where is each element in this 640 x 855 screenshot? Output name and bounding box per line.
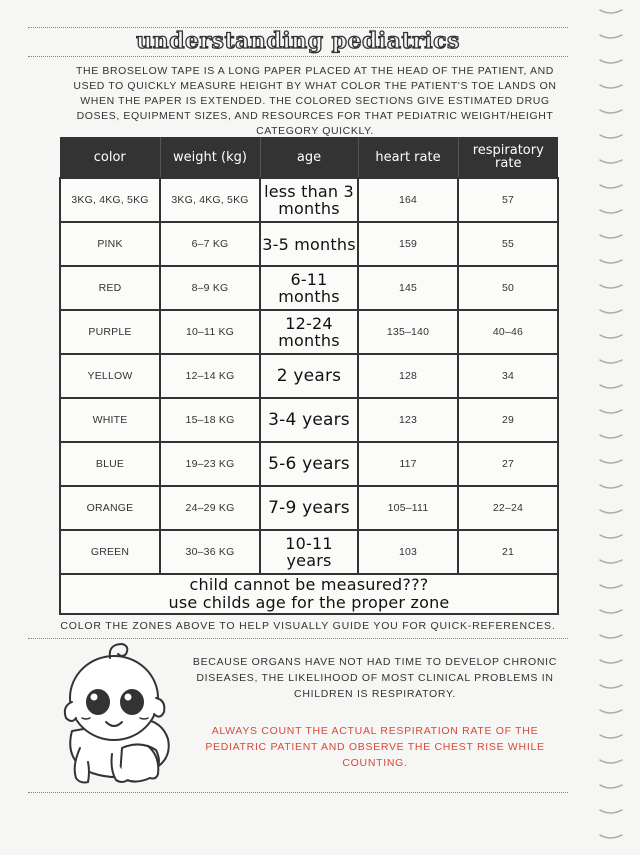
cell-respiratory-rate: 21	[458, 530, 558, 574]
table-row	[60, 354, 558, 398]
color-zones-note: COLOR THE ZONES ABOVE TO HELP VISUALLY GUIDE YOU FOR QUICK-REFERENCES.	[60, 620, 556, 632]
cell-heart-rate: 145	[358, 266, 458, 310]
cell-weight: 30–36 KG	[160, 530, 260, 574]
cell-age: 6-11 months	[260, 266, 358, 310]
cell-age: 2 years	[260, 354, 358, 398]
spiral-binding-icon	[580, 0, 640, 855]
header-age: age	[260, 137, 358, 178]
cell-color: 3KG, 4KG, 5KG	[60, 178, 160, 222]
cell-color: PURPLE	[60, 310, 160, 354]
table-footer-row	[60, 574, 558, 614]
cell-heart-rate: 123	[358, 398, 458, 442]
cell-age: 3-5 months	[260, 222, 358, 266]
cell-weight: 8–9 KG	[160, 266, 260, 310]
cell-age: 10-11 years	[260, 530, 358, 574]
cell-heart-rate: 105–111	[358, 486, 458, 530]
cell-weight: 10–11 KG	[160, 310, 260, 354]
cell-age: 3-4 years	[260, 398, 358, 442]
cell-respiratory-rate: 29	[458, 398, 558, 442]
cell-respiratory-rate: 50	[458, 266, 558, 310]
cell-age: 5-6 years	[260, 442, 358, 486]
title-dotted-divider	[28, 56, 568, 57]
footer-line-1: child cannot be measured???	[189, 575, 429, 594]
table-row	[60, 178, 558, 222]
cell-weight: 12–14 KG	[160, 354, 260, 398]
page-title-text: understanding pediatrics	[136, 28, 460, 54]
cell-heart-rate: 103	[358, 530, 458, 574]
cell-color: WHITE	[60, 398, 160, 442]
cell-color: PINK	[60, 222, 160, 266]
cell-weight: 6–7 KG	[160, 222, 260, 266]
footer-cell	[60, 574, 558, 614]
cell-color: BLUE	[60, 442, 160, 486]
cell-heart-rate: 117	[358, 442, 458, 486]
header-color: color	[60, 137, 160, 178]
cell-respiratory-rate: 40–46	[458, 310, 558, 354]
cell-heart-rate: 159	[358, 222, 458, 266]
cell-color: GREEN	[60, 530, 160, 574]
cell-heart-rate: 128	[358, 354, 458, 398]
cell-age: 7-9 years	[260, 486, 358, 530]
organs-note: BECAUSE ORGANS HAVE NOT HAD TIME TO DEVELOP CHRONIC DISEASES, THE LIKELIHOOD OF MOST CLINICAL PROBLEMS IN CHILDREN IS RESPIRATORY.	[192, 656, 558, 700]
cell-color: YELLOW	[60, 354, 160, 398]
table-row	[60, 486, 558, 530]
cell-age: 12-24 months	[260, 310, 358, 354]
crawling-baby-icon	[52, 636, 184, 786]
cell-weight: 24–29 KG	[160, 486, 260, 530]
cell-weight: 19–23 KG	[160, 442, 260, 486]
page-title	[28, 28, 568, 54]
table-row	[60, 530, 558, 574]
cell-respiratory-rate: 27	[458, 442, 558, 486]
header-respiratory-rate: respiratory rate	[458, 137, 558, 178]
cell-weight: 3KG, 4KG, 5KG	[160, 178, 260, 222]
cell-heart-rate: 164	[358, 178, 458, 222]
table-header-row	[60, 137, 558, 178]
cell-respiratory-rate: 57	[458, 178, 558, 222]
cell-respiratory-rate: 22–24	[458, 486, 558, 530]
table-row	[60, 310, 558, 354]
header-heart-rate: heart rate	[358, 137, 458, 178]
cell-weight: 15–18 KG	[160, 398, 260, 442]
bottom-dotted-divider	[28, 792, 568, 793]
table-row	[60, 266, 558, 310]
intro-paragraph: THE BROSELOW TAPE IS A LONG PAPER PLACED AT THE HEAD OF THE PATIENT, AND USED TO QUICKLY MEASURE HEIGHT BY WHAT COLOR THE PATIENT'S TOE LANDS ON WHEN THE PAPER IS EXTENDED. THE COLORED SECTIONS GIVE ESTIMATED DRUG DOSES, EQUIPMENT SIZES, AND RESOURCES FOR THAT PEDIATRIC WEIGHT/HEIGHT CATEGORY QUICKLY.	[73, 65, 557, 137]
broselow-table	[59, 137, 559, 615]
cell-color: ORANGE	[60, 486, 160, 530]
respiration-warning-note: ALWAYS COUNT THE ACTUAL RESPIRATION RATE OF THE PEDIATRIC PATIENT AND OBSERVE THE CHEST RISE WHILE COUNTING.	[205, 725, 545, 769]
cell-age: less than 3 months	[260, 178, 358, 222]
header-weight: weight (kg)	[160, 137, 260, 178]
cell-respiratory-rate: 55	[458, 222, 558, 266]
footer-line-2: use childs age for the proper zone	[168, 593, 450, 612]
cell-respiratory-rate: 34	[458, 354, 558, 398]
cell-color: RED	[60, 266, 160, 310]
table-row	[60, 398, 558, 442]
table-row	[60, 222, 558, 266]
table-row	[60, 442, 558, 486]
cell-heart-rate: 135–140	[358, 310, 458, 354]
